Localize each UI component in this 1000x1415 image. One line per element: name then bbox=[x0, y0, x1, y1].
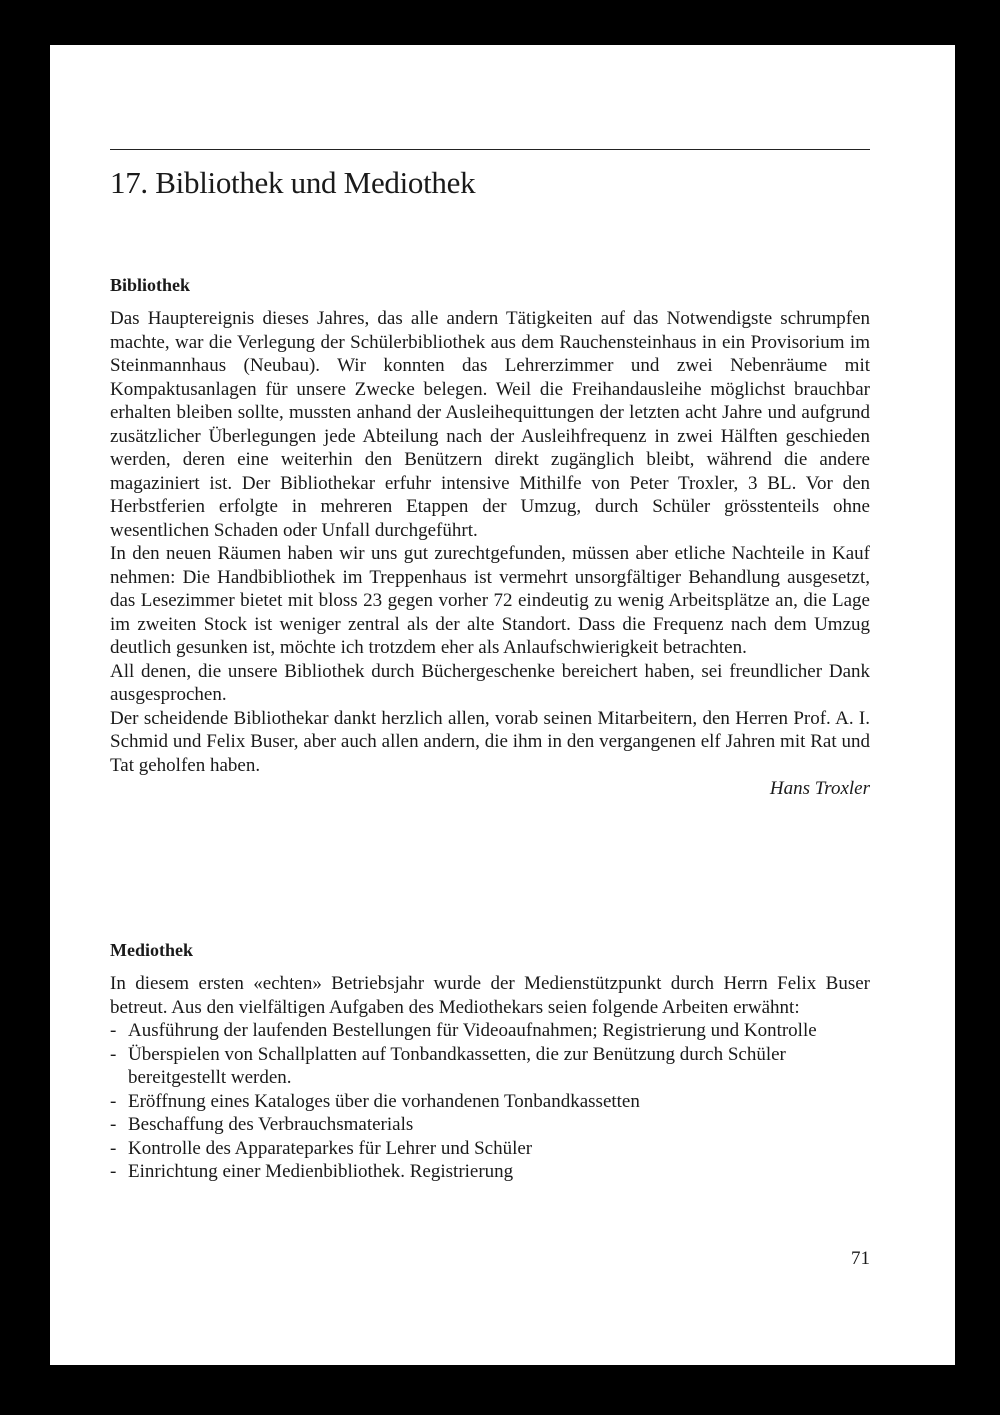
section-bibliothek bbox=[110, 273, 870, 801]
section-heading-bibliothek: Bibliothek bbox=[110, 275, 191, 295]
list-item-text: Kontrolle des Apparateparkes für Lehrer und Schüler bbox=[128, 1137, 533, 1159]
dash-marker: - bbox=[110, 1090, 117, 1112]
list-item bbox=[110, 1043, 870, 1090]
list-item-text: Ausführung der laufenden Bestellungen für Videoaufnahmen; Registrierung und Kontrolle bbox=[128, 1020, 817, 1041]
paragraph: Das Hauptereignis dieses Jahres, das alle andern Tätigkeiten auf das Notwendigste schrumpfen machte, war die Verlegung der Schülerbibliothek aus dem Rauchensteinhaus in ein Provisorium im Steinmannhaus (Neubau). Wir konnten das Lehrerzimmer und zwei Nebenräume mit Kompaktusanlagen für unsere Zwecke belegen. Weil die Freihandausleihe möglichst brauchbar erhalten bleiben sollte, mussten anhand der Ausleihequittungen der letzten acht Jahre und aufgrund zusätzlicher Überlegungen jede Abteilung nach der Ausleihfrequenz in zwei Hälften geschieden werden, deren eine weiterhin den Benützern direkt zugänglich bleibt, während die andere magaziniert ist. Der Bibliothekar erfuhr intensive Mithilfe von Peter Troxler, 3 BL. Vor den Herbstferien erfolgte in mehreren Etappen der Umzug, durch Schüler grösstenteils ohne wesentlichen Schaden oder Unfall durchgeführt. bbox=[110, 308, 870, 541]
dash-marker: - bbox=[110, 1161, 117, 1182]
list-item bbox=[110, 1090, 870, 1114]
dash-marker: - bbox=[110, 1114, 117, 1135]
section-heading-mediothek: Mediothek bbox=[110, 940, 193, 960]
list-item-text: Einrichtung einer Medienbibliothek. Registrierung bbox=[128, 1161, 514, 1182]
dash-marker: - bbox=[110, 1020, 117, 1041]
list-item-text: Überspielen von Schallplatten auf Tonbandkassetten, die zur Benützung durch Schüler bereitgestellt werden. bbox=[128, 1043, 786, 1088]
list-item-text: Eröffnung eines Kataloges über die vorhandenen Tonbandkassetten bbox=[128, 1090, 640, 1112]
paragraph: In diesem ersten «echten» Betriebsjahr wurde der Medienstützpunkt durch Herrn Felix Buser betreut. Aus den vielfältigen Aufgaben des Mediothekars seien folgende Arbeiten erwähnt: bbox=[110, 973, 870, 1018]
paragraph: Der scheidende Bibliothekar dankt herzlich allen, vorab seinen Mitarbeitern, den Herren Prof. A. I. Schmid und Felix Buser, aber auch allen andern, die ihm in den vergangenen elf Jahren mit Rat und Tat geholfen haben. bbox=[110, 707, 870, 776]
task-list bbox=[110, 1019, 870, 1184]
paragraph: In den neuen Räumen haben wir uns gut zurechtgefunden, müssen aber etliche Nachteile in Kauf nehmen: Die Handbibliothek im Treppenhaus ist vermehrt unsorgfältiger Behandlung ausgesetzt, das Lesezimmer bietet mit bloss 23 gegen vorher 72 eindeutig zu wenig Arbeitsplätze an, die Lage im zweiten Stock ist weniger zentral als der alte Standort. Dass die Frequenz nach dem Umzug deutlich gesunken ist, möchte ich trotzdem eher als Anlaufschwierigkeit betrachten. bbox=[110, 543, 870, 658]
author-signature: Hans Troxler bbox=[769, 778, 870, 799]
list-item bbox=[110, 1019, 870, 1043]
section-mediothek bbox=[110, 938, 870, 1184]
paragraph: All denen, die unsere Bibliothek durch Büchergeschenke bereichert haben, sei freundlicher Dank ausgesprochen. bbox=[110, 660, 870, 705]
list-item bbox=[110, 1160, 870, 1184]
list-item bbox=[110, 1113, 870, 1137]
list-item bbox=[110, 1137, 870, 1161]
dash-marker: - bbox=[110, 1137, 117, 1159]
title-rule bbox=[110, 149, 870, 150]
dash-marker: - bbox=[110, 1043, 117, 1065]
list-item-text: Beschaffung des Verbrauchsmaterials bbox=[128, 1114, 414, 1135]
page-number: 71 bbox=[851, 1248, 870, 1269]
document-page bbox=[50, 45, 955, 1365]
chapter-title: 17. Bibliothek und Mediothek bbox=[110, 165, 476, 200]
